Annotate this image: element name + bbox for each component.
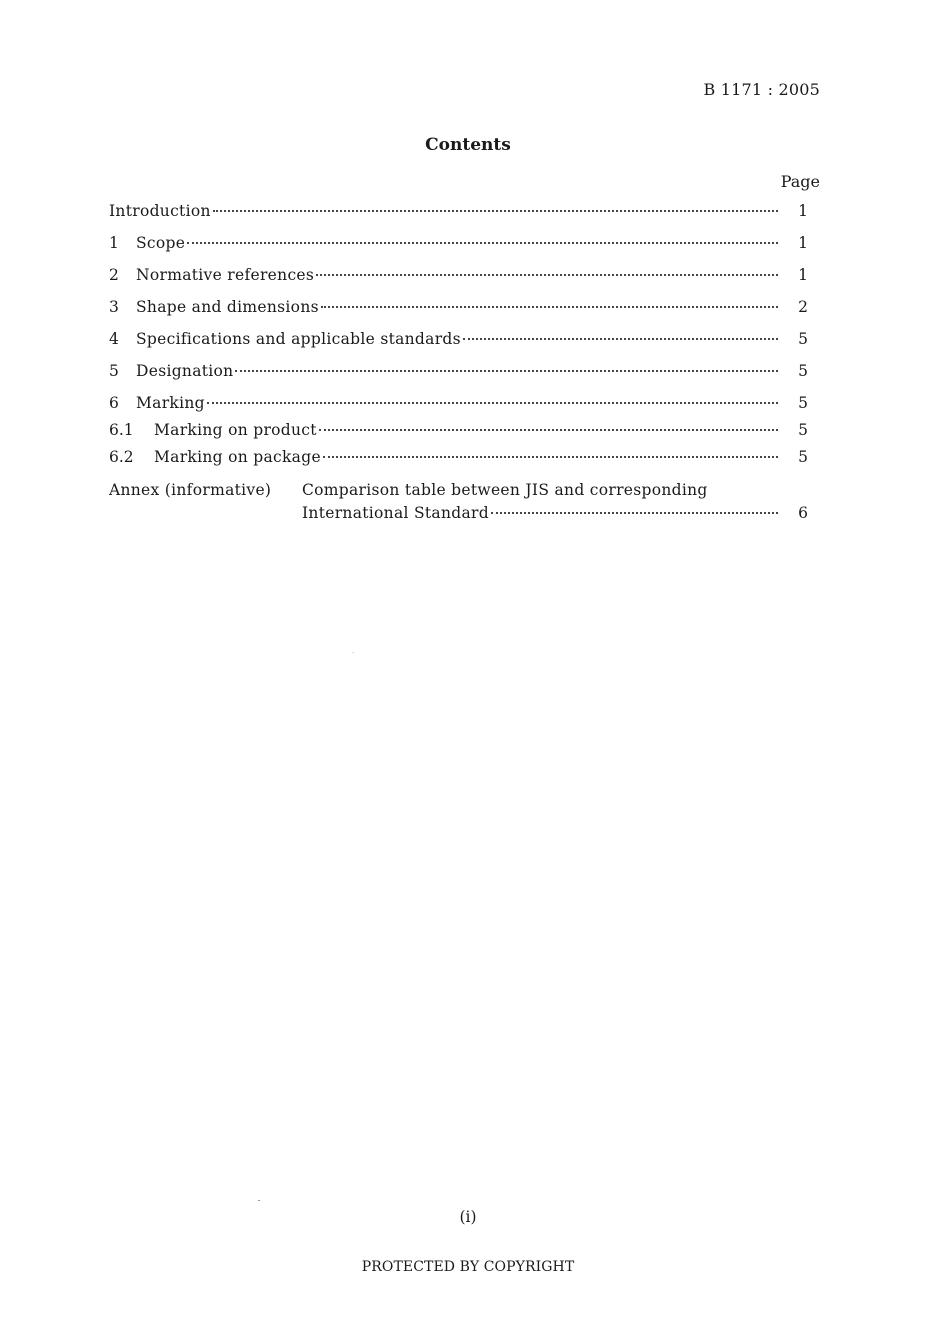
dot-leader: [321, 305, 778, 308]
toc-entry-marking[interactable]: [109, 394, 820, 416]
toc-entry-label: Introduction: [109, 202, 211, 220]
toc-entry-page: 5: [798, 394, 808, 412]
annex-prefix: Annex (informative): [109, 481, 272, 499]
contents-title: Contents: [425, 135, 511, 155]
toc-entry-label: Marking on product: [154, 421, 317, 439]
annex-title-line-2: International Standard: [302, 504, 489, 522]
toc-entry-specifications[interactable]: [109, 330, 820, 352]
dot-leader: [463, 337, 778, 340]
toc-entry-label: Specifications and applicable standards: [136, 330, 461, 348]
toc-entry-label: Marking on package: [154, 448, 321, 466]
dot-leader: [213, 209, 778, 212]
toc-entry-label: Marking: [136, 394, 205, 412]
toc-entry-page: 5: [798, 448, 808, 466]
annex-page: 6: [798, 504, 808, 522]
dot-leader: [323, 455, 778, 458]
dot-leader: [319, 428, 778, 431]
toc-entry-number: 4: [109, 330, 119, 348]
toc-entry-number: 3: [109, 298, 119, 316]
toc-entry-designation[interactable]: [109, 362, 820, 384]
dot-leader: [207, 401, 778, 404]
page-number: (i): [459, 1208, 477, 1226]
page-column-label: Page: [780, 172, 820, 191]
toc-entry-page: 5: [798, 362, 808, 380]
toc-entry-number: 5: [109, 362, 119, 380]
toc-entry-introduction[interactable]: [109, 202, 820, 224]
toc-entry-marking-on-package[interactable]: [109, 448, 820, 470]
copyright-notice: PROTECTED BY COPYRIGHT: [361, 1259, 575, 1275]
toc-entry-number: 6.2: [109, 448, 134, 466]
toc-entry-page: 5: [798, 421, 808, 439]
document-id: B 1171 : 2005: [703, 80, 820, 99]
annex-title-line-1: Comparison table between JIS and corresponding: [302, 481, 708, 499]
toc-entry-label: Designation: [136, 362, 234, 380]
toc-entry-page: 2: [798, 298, 808, 316]
dot-leader: [187, 241, 778, 244]
annex-title-line-2-row: [302, 504, 820, 522]
dot-leader: [235, 369, 778, 372]
toc-entry-page: 1: [798, 234, 808, 252]
toc-entry-label: Shape and dimensions: [136, 298, 319, 316]
toc-entry-number: 2: [109, 266, 119, 284]
toc-entry-number: 1: [109, 234, 119, 252]
toc-entry-label: Normative references: [136, 266, 315, 284]
dot-leader: [491, 511, 778, 514]
scan-speck: [258, 1200, 260, 1201]
scan-speck: [352, 652, 354, 653]
toc-entry-page: 1: [798, 266, 808, 284]
dot-leader: [316, 273, 778, 276]
toc-entry-marking-on-product[interactable]: [109, 421, 820, 443]
toc-entry-page: 5: [798, 330, 808, 348]
toc-entry-normative-references[interactable]: [109, 266, 820, 288]
toc-entry-label: Scope: [136, 234, 186, 252]
toc-entry-page: 1: [798, 202, 808, 220]
toc-entry-number: 6.1: [109, 421, 134, 439]
toc-entry-scope[interactable]: [109, 234, 820, 256]
toc-entry-number: 6: [109, 394, 119, 412]
toc-entry-shape-and-dimensions[interactable]: [109, 298, 820, 320]
